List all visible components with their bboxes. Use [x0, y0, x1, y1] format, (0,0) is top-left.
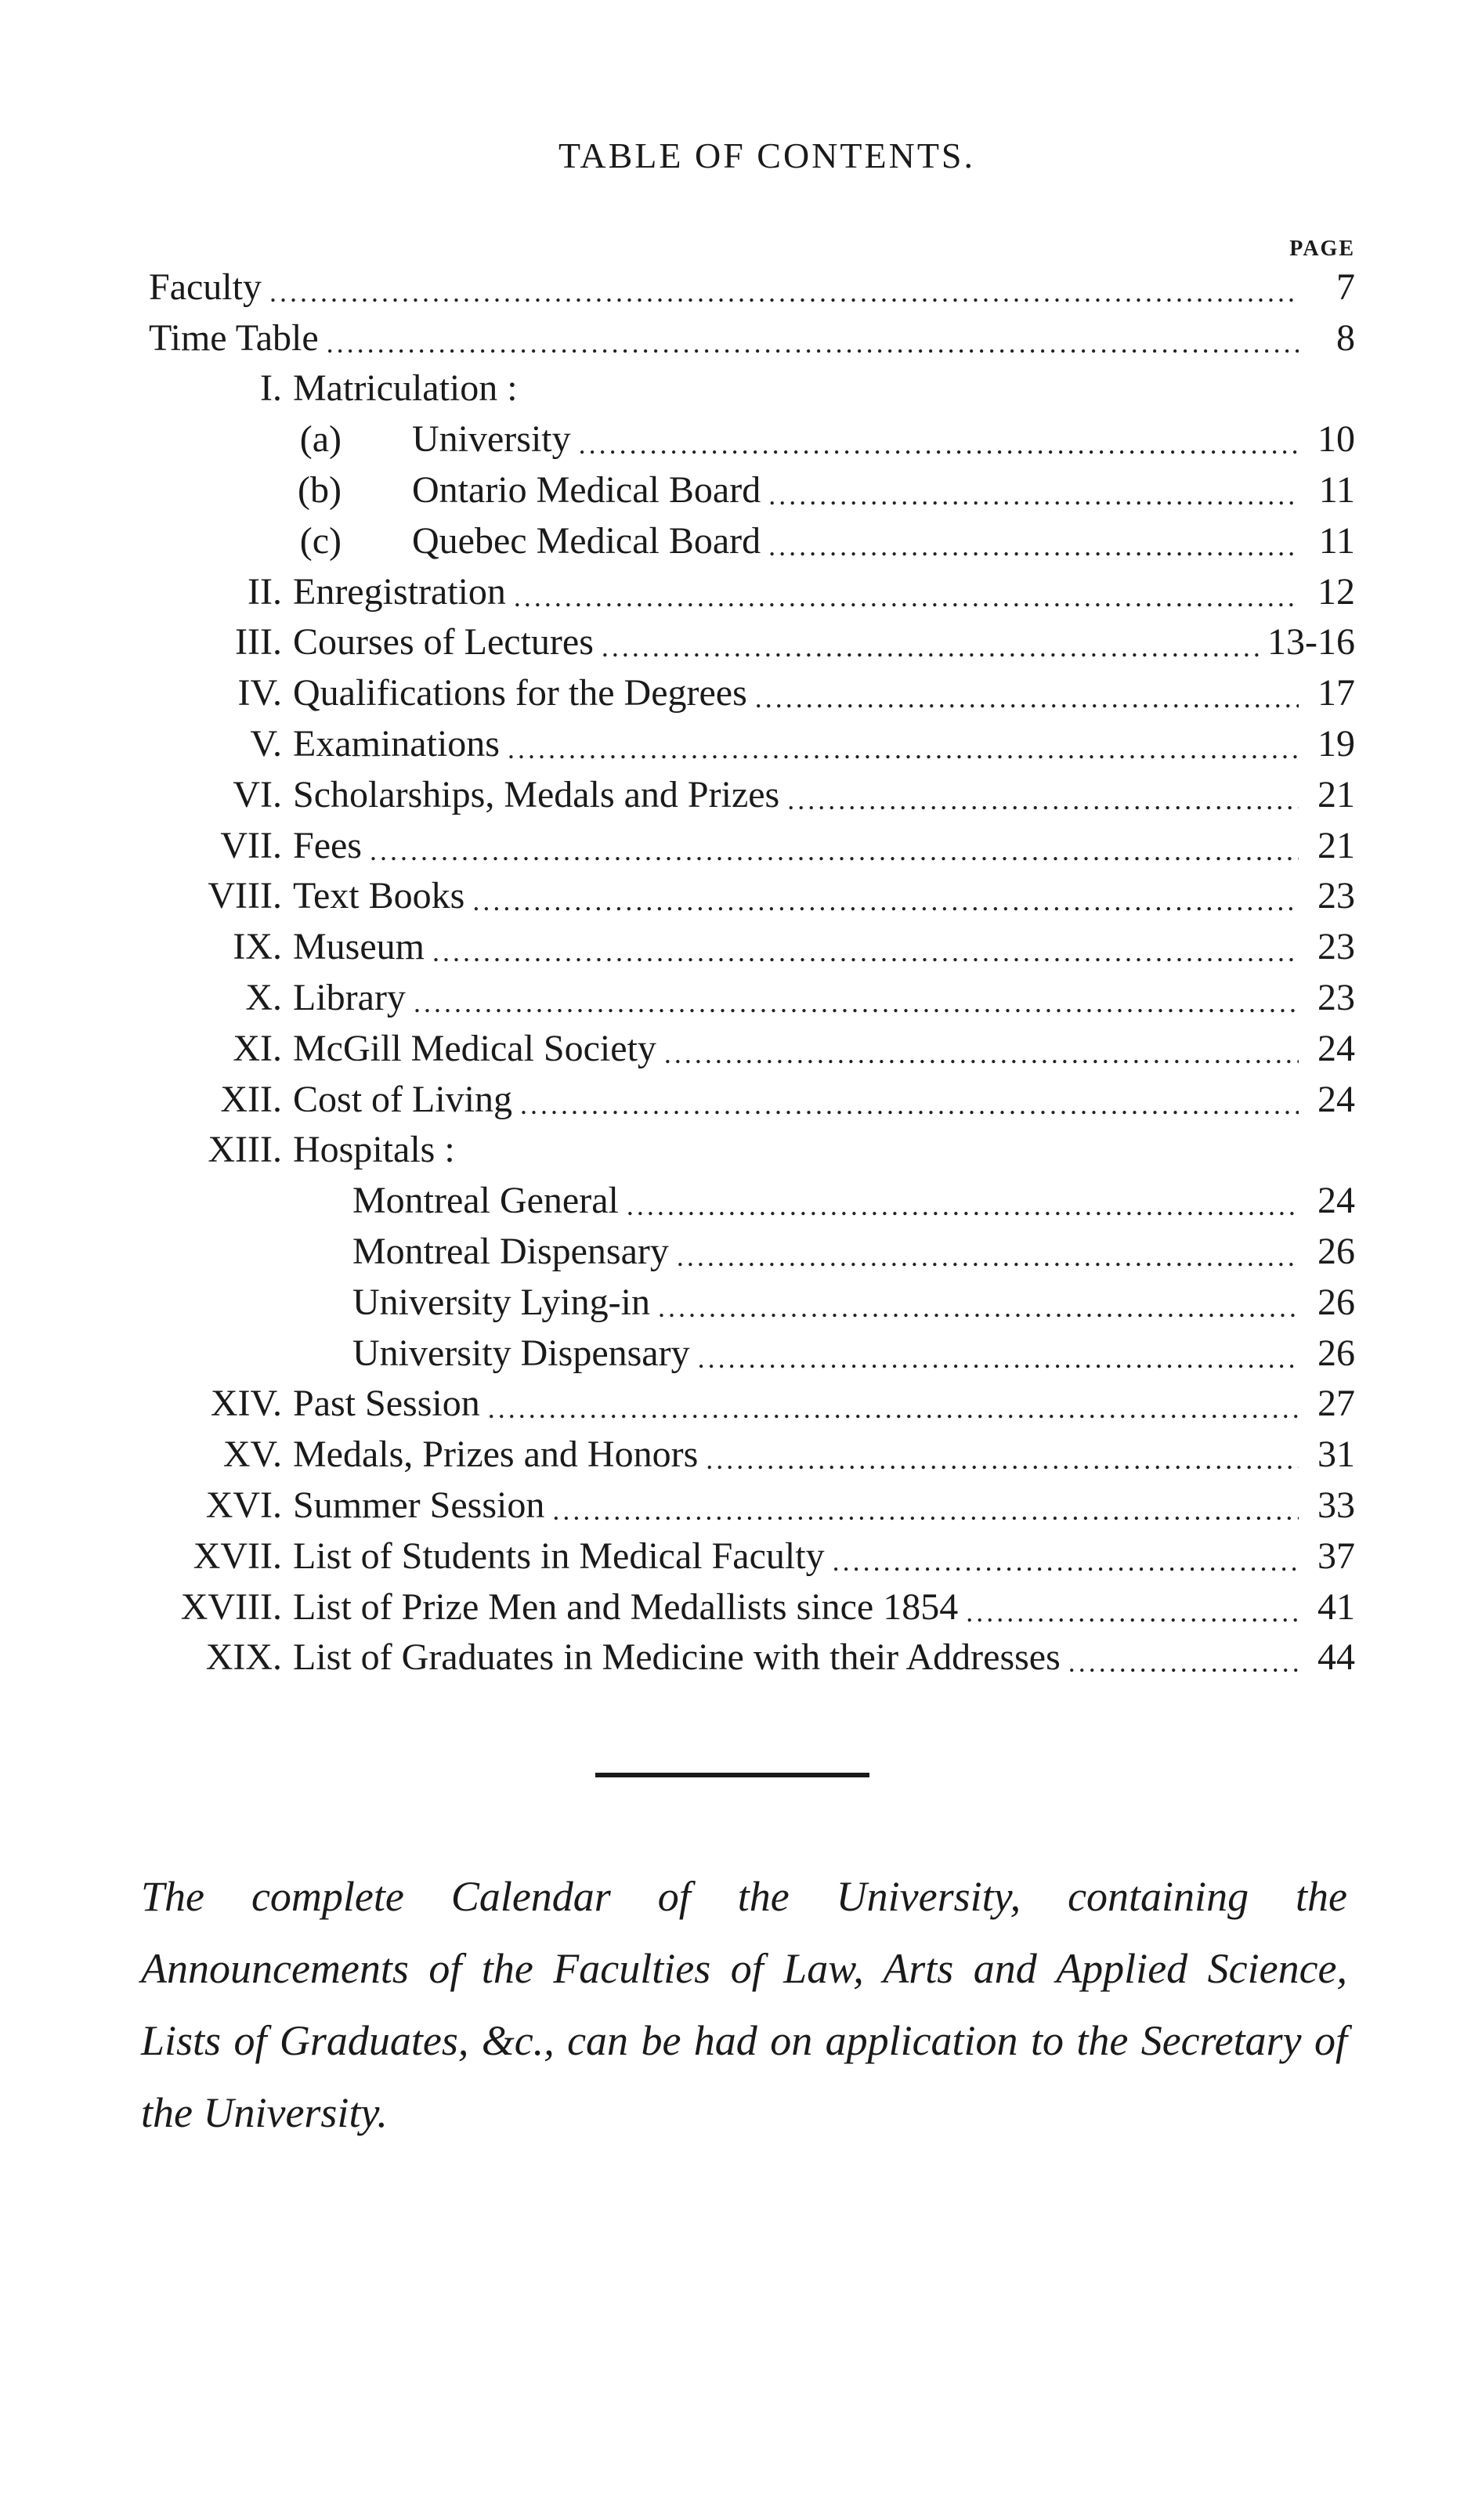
- dot-leader: [432, 938, 1299, 966]
- toc-entry-page: 12: [1317, 570, 1355, 613]
- toc-entry-number: XIII.: [208, 1129, 282, 1171]
- calendar-note: The complete Calendar of the University, containing the Announcements of the Faculties of Law, Arts and Applied Science, Lists of Graduates, &c., can be had on application to the Secretary of the University.: [141, 1873, 1347, 2136]
- toc-entry: [149, 461, 1355, 512]
- toc-entry: [149, 563, 1355, 614]
- toc-entry-page: 33: [1317, 1484, 1355, 1526]
- toc-entry-page: 26: [1317, 1281, 1355, 1323]
- toc-entry: [149, 1629, 1355, 1680]
- dot-leader: [579, 430, 1299, 458]
- toc-entry: [149, 360, 1355, 411]
- toc-entry: [149, 1020, 1355, 1071]
- toc-entry-label: University Dispensary: [352, 1332, 690, 1374]
- toc-entry-label: Courses of Lectures: [293, 621, 594, 663]
- toc-entry: [149, 1426, 1355, 1477]
- toc-entry: [149, 1325, 1355, 1376]
- toc-entry-number: VII.: [220, 824, 282, 866]
- toc-entry-label: List of Graduates in Medicine with their Addresses: [293, 1636, 1061, 1679]
- toc-entry-label: Past Session: [293, 1383, 480, 1425]
- toc-entry-label: Faculty: [149, 266, 262, 308]
- page-title: TABLE OF CONTENTS.: [558, 136, 976, 175]
- toc-entry-label: McGill Medical Society: [293, 1027, 656, 1069]
- toc-entry-page: 23: [1317, 926, 1355, 968]
- toc-entry-page: 10: [1317, 418, 1355, 461]
- toc-entry-page: 26: [1317, 1332, 1355, 1374]
- toc-entry-number: XII.: [220, 1078, 282, 1120]
- toc-entry-page: 21: [1317, 824, 1355, 866]
- toc-entry-label: Medals, Prizes and Honors: [293, 1434, 699, 1476]
- toc-entry: [149, 1172, 1355, 1223]
- toc-entry: [149, 1528, 1355, 1578]
- toc-entry-number: XIV.: [210, 1383, 282, 1425]
- toc-entry: [149, 969, 1355, 1020]
- dot-leader: [755, 684, 1299, 712]
- dot-leader: [370, 837, 1299, 865]
- dot-leader: [698, 1344, 1299, 1372]
- toc-entry-page: 27: [1317, 1383, 1355, 1425]
- toc-entry-number: XIX.: [205, 1636, 282, 1679]
- dot-leader: [508, 735, 1299, 763]
- dot-leader: [327, 329, 1299, 357]
- toc-entry: [149, 868, 1355, 919]
- dot-leader: [269, 278, 1299, 306]
- toc-entry-number: VIII.: [208, 875, 282, 917]
- toc-entry-page: 21: [1317, 773, 1355, 815]
- toc-entry-page: 8: [1336, 316, 1355, 359]
- toc-entry-number: XVIII.: [180, 1585, 282, 1628]
- toc-entry-page: 31: [1317, 1434, 1355, 1476]
- toc-entry-page: 13-16: [1267, 621, 1355, 663]
- dot-leader: [514, 583, 1299, 611]
- toc-entry: [149, 1477, 1355, 1528]
- toc-entry-page: 7: [1336, 266, 1355, 308]
- toc-entry: [149, 664, 1355, 715]
- toc-entry-label: Museum: [293, 926, 425, 968]
- toc-entry-label: Quebec Medical Board: [412, 519, 761, 562]
- toc-entry: [149, 1376, 1355, 1426]
- toc-entry: [149, 309, 1355, 360]
- toc-entry-label: Text Books: [293, 875, 465, 917]
- toc-entry-page: 11: [1318, 468, 1355, 511]
- dot-leader: [833, 1547, 1299, 1575]
- toc-entry: [149, 1223, 1355, 1274]
- toc-entry-label: Cost of Living: [293, 1078, 513, 1120]
- toc-entry-page: 44: [1317, 1636, 1355, 1679]
- toc-entry-page: 41: [1317, 1585, 1355, 1628]
- toc-entry: [149, 766, 1355, 817]
- toc-entry-number: III.: [235, 621, 282, 663]
- dot-leader: [472, 887, 1299, 915]
- toc-entry-page: 23: [1317, 976, 1355, 1018]
- toc-entry: [149, 817, 1355, 868]
- dot-leader: [602, 633, 1260, 661]
- toc-entry-label: Scholarships, Medals and Prizes: [293, 773, 780, 815]
- toc-entry-number: IV.: [237, 672, 282, 714]
- toc-entry-number: V.: [250, 722, 282, 765]
- toc-entry-label: Examinations: [293, 722, 500, 765]
- toc-entry-page: 37: [1317, 1535, 1355, 1577]
- dot-leader: [627, 1191, 1299, 1220]
- toc-entry-label: Montreal General: [352, 1180, 619, 1222]
- toc-entry-number: (a): [299, 418, 342, 461]
- dot-leader: [520, 1090, 1299, 1119]
- toc-entry-label: University: [412, 418, 571, 461]
- dot-leader: [1068, 1648, 1299, 1676]
- toc-entry-number: XVII.: [193, 1535, 282, 1577]
- toc-entry: [149, 410, 1355, 461]
- toc-entry-number: XVI.: [205, 1484, 282, 1526]
- divider-rule: [595, 1773, 869, 1777]
- toc-entry-label: List of Prize Men and Medallists since 1854: [293, 1585, 959, 1628]
- toc-entry-label: List of Students in Medical Faculty: [293, 1535, 825, 1577]
- dot-leader: [706, 1445, 1299, 1473]
- toc-entry-label: Time Table: [149, 316, 319, 359]
- toc-entry-number: I.: [260, 367, 282, 410]
- dot-leader: [414, 989, 1299, 1017]
- toc-entry-page: 17: [1317, 672, 1355, 714]
- toc-entry-label: University Lying-in: [352, 1281, 650, 1323]
- toc-entry: [149, 1071, 1355, 1122]
- toc-entry-number: IX.: [233, 926, 282, 968]
- toc-entry-page: 11: [1318, 519, 1355, 562]
- dot-leader: [966, 1598, 1299, 1626]
- toc-entry-page: 23: [1317, 875, 1355, 917]
- toc-entry-page: 19: [1317, 722, 1355, 765]
- toc-entry: [149, 1122, 1355, 1173]
- toc-entry: [149, 1578, 1355, 1629]
- toc-entry-label: Fees: [293, 824, 362, 866]
- toc-entry-label: Qualifications for the Degrees: [293, 672, 747, 714]
- toc-entry-label: Montreal Dispensary: [352, 1230, 669, 1272]
- dot-leader: [552, 1496, 1299, 1524]
- page-column-header: PAGE: [1289, 237, 1355, 261]
- dot-leader: [768, 481, 1299, 509]
- toc-entry-number: VI.: [233, 773, 282, 815]
- toc-entry-label: Hospitals :: [293, 1129, 455, 1171]
- dot-leader: [664, 1039, 1299, 1068]
- toc-entry-label: Ontario Medical Board: [412, 468, 761, 511]
- toc-entry-number: (c): [299, 519, 342, 562]
- toc-entry-page: 24: [1317, 1027, 1355, 1069]
- dot-leader: [768, 532, 1299, 560]
- toc-entry-label: Summer Session: [293, 1484, 545, 1526]
- toc-entry-label: Library: [293, 976, 406, 1018]
- dot-leader: [787, 786, 1299, 814]
- table-of-contents: [149, 259, 1355, 1679]
- toc-entry-number: X.: [245, 976, 282, 1018]
- toc-entry: [149, 512, 1355, 563]
- toc-entry-page: 24: [1317, 1078, 1355, 1120]
- toc-entry: [149, 918, 1355, 969]
- toc-entry: [149, 259, 1355, 309]
- dot-leader: [658, 1293, 1299, 1321]
- toc-entry-page: 26: [1317, 1230, 1355, 1272]
- toc-entry: [149, 614, 1355, 665]
- toc-entry: [149, 715, 1355, 766]
- toc-entry-number: XV.: [222, 1434, 282, 1476]
- toc-entry-number: II.: [248, 570, 282, 613]
- toc-entry-number: XI.: [233, 1027, 282, 1069]
- toc-entry-page: 24: [1317, 1180, 1355, 1222]
- toc-entry-label: Enregistration: [293, 570, 506, 613]
- toc-entry: [149, 1274, 1355, 1325]
- toc-entry-number: (b): [298, 468, 342, 511]
- dot-leader: [488, 1394, 1299, 1423]
- dot-leader: [677, 1242, 1299, 1271]
- toc-entry-label: Matriculation :: [293, 367, 518, 410]
